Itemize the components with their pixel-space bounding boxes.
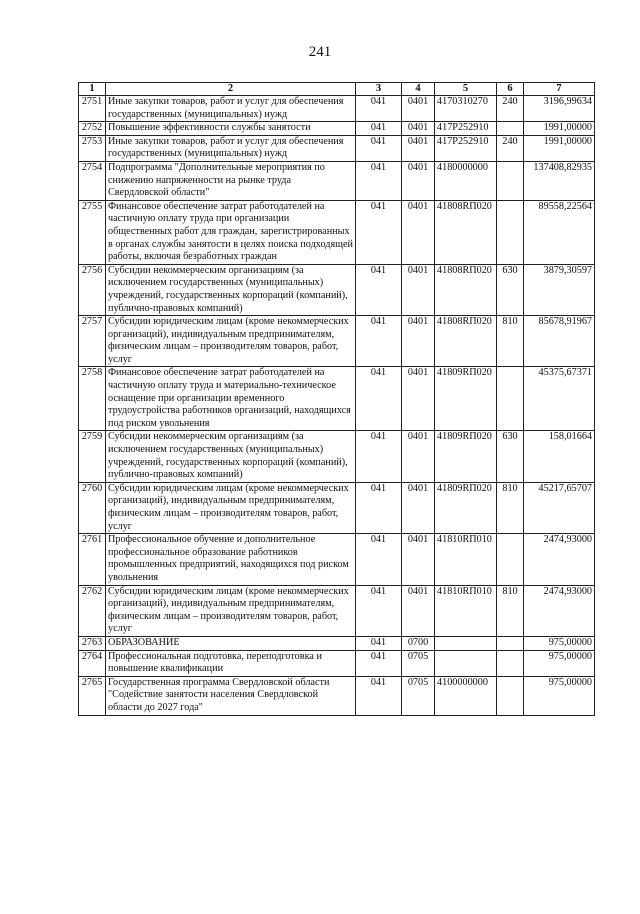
row-amount: 3196,99634	[524, 96, 595, 122]
row-amount: 1991,00000	[524, 122, 595, 136]
row-code-5: 41808RП020	[435, 264, 497, 315]
row-code-5: 41810RП010	[435, 534, 497, 585]
col-header-6: 6	[497, 83, 524, 96]
row-name: Финансовое обеспечение затрат работодателей на частичную оплату труда при организации общественных работ для граждан, зарегистрированных в органах службы занятости в целях поиска подходящей работы, включая безработных граждан	[106, 200, 356, 264]
row-code-6	[497, 636, 524, 650]
row-code-5: 41808RП020	[435, 200, 497, 264]
row-code-6	[497, 161, 524, 200]
row-code-4: 0401	[402, 367, 435, 431]
row-code-6	[497, 534, 524, 585]
row-number: 2759	[79, 431, 106, 482]
col-header-5: 5	[435, 83, 497, 96]
row-code-5: 4180000000	[435, 161, 497, 200]
table-row	[79, 161, 595, 200]
row-name: Субсидии некоммерческим организациям (за исключением государственных (муниципальных) учреждений, государственных корпораций (компаний), публично-правовых компаний)	[106, 264, 356, 315]
row-code-6: 240	[497, 135, 524, 161]
col-header-2: 2	[106, 83, 356, 96]
row-number: 2762	[79, 585, 106, 636]
row-number: 2753	[79, 135, 106, 161]
row-amount: 158,01664	[524, 431, 595, 482]
header-row	[79, 83, 595, 96]
table-row	[79, 264, 595, 315]
row-code-6: 240	[497, 96, 524, 122]
row-amount: 45375,67371	[524, 367, 595, 431]
row-code-5: 41808RП020	[435, 316, 497, 367]
row-amount: 975,00000	[524, 676, 595, 715]
row-code-3: 041	[356, 636, 402, 650]
table-row	[79, 200, 595, 264]
row-name: Субсидии некоммерческим организациям (за исключением государственных (муниципальных) учреждений, государственных корпораций (компаний), публично-правовых компаний)	[106, 431, 356, 482]
row-number: 2765	[79, 676, 106, 715]
page-number: 241	[308, 44, 332, 60]
row-name: Финансовое обеспечение затрат работодателей на частичную оплату труда и материально-техническое оснащение при организации временного трудоустройства работников организаций, находящихся под риском увольнения	[106, 367, 356, 431]
row-code-3: 041	[356, 264, 402, 315]
row-amount: 85678,91967	[524, 316, 595, 367]
row-amount: 1991,00000	[524, 135, 595, 161]
row-name: Субсидии юридическим лицам (кроме некоммерческих организаций), индивидуальным предпринимателям, физическим лицам – производителям товаров, работ, услуг	[106, 316, 356, 367]
row-name: Государственная программа Свердловской области "Содействие занятости населения Свердловской области до 2027 года"	[106, 676, 356, 715]
row-number: 2751	[79, 96, 106, 122]
row-code-4: 0401	[402, 585, 435, 636]
table-row	[79, 96, 595, 122]
row-name: Субсидии юридическим лицам (кроме некоммерческих организаций), индивидуальным предпринимателям, физическим лицам – производителям товаров, работ, услуг	[106, 482, 356, 533]
row-name: Профессиональная подготовка, переподготовка и повышение квалификации	[106, 650, 356, 676]
table-row	[79, 367, 595, 431]
table-row	[79, 636, 595, 650]
row-code-3: 041	[356, 650, 402, 676]
row-code-3: 041	[356, 316, 402, 367]
row-number: 2758	[79, 367, 106, 431]
row-code-3: 041	[356, 200, 402, 264]
col-header-1: 1	[79, 83, 106, 96]
row-number: 2760	[79, 482, 106, 533]
row-code-5	[435, 636, 497, 650]
row-code-4: 0401	[402, 200, 435, 264]
row-number: 2756	[79, 264, 106, 315]
row-code-3: 041	[356, 482, 402, 533]
row-name: ОБРАЗОВАНИЕ	[106, 636, 356, 650]
row-code-4: 0401	[402, 161, 435, 200]
table-row	[79, 676, 595, 715]
row-amount: 2474,93000	[524, 585, 595, 636]
col-header-4: 4	[402, 83, 435, 96]
row-name: Профессиональное обучение и дополнительное профессиональное образование работников промышленных предприятий, находящихся под риском увольнения	[106, 534, 356, 585]
row-code-6	[497, 122, 524, 136]
row-code-5	[435, 650, 497, 676]
row-number: 2757	[79, 316, 106, 367]
row-amount: 975,00000	[524, 650, 595, 676]
row-code-4: 0401	[402, 316, 435, 367]
row-code-5: 4170310270	[435, 96, 497, 122]
row-code-5: 417Р252910	[435, 135, 497, 161]
row-code-6: 630	[497, 431, 524, 482]
row-code-3: 041	[356, 161, 402, 200]
row-code-6: 810	[497, 316, 524, 367]
row-code-4: 0700	[402, 636, 435, 650]
table-row	[79, 534, 595, 585]
row-code-4: 0401	[402, 96, 435, 122]
row-code-3: 041	[356, 122, 402, 136]
row-code-4: 0705	[402, 650, 435, 676]
row-code-3: 041	[356, 431, 402, 482]
row-amount: 89558,22564	[524, 200, 595, 264]
row-code-6	[497, 650, 524, 676]
row-code-4: 0401	[402, 122, 435, 136]
row-code-4: 0705	[402, 676, 435, 715]
row-code-5: 4100000000	[435, 676, 497, 715]
row-code-4: 0401	[402, 135, 435, 161]
row-code-6: 810	[497, 585, 524, 636]
row-code-5: 417Р252910	[435, 122, 497, 136]
row-code-3: 041	[356, 96, 402, 122]
row-number: 2763	[79, 636, 106, 650]
row-code-6: 630	[497, 264, 524, 315]
row-code-4: 0401	[402, 431, 435, 482]
table-row	[79, 482, 595, 533]
row-code-3: 041	[356, 534, 402, 585]
table-row	[79, 135, 595, 161]
row-amount: 2474,93000	[524, 534, 595, 585]
row-code-3: 041	[356, 585, 402, 636]
row-number: 2752	[79, 122, 106, 136]
row-code-6	[497, 200, 524, 264]
row-amount: 45217,65707	[524, 482, 595, 533]
row-code-3: 041	[356, 135, 402, 161]
row-code-5: 41809RП020	[435, 431, 497, 482]
row-name: Субсидии юридическим лицам (кроме некоммерческих организаций), индивидуальным предпринимателям, физическим лицам – производителям товаров, работ, услуг	[106, 585, 356, 636]
row-code-6: 810	[497, 482, 524, 533]
row-code-3: 041	[356, 367, 402, 431]
row-code-4: 0401	[402, 264, 435, 315]
row-name: Подпрограмма "Дополнительные мероприятия по снижению напряженности на рынке труда Свердловской области"	[106, 161, 356, 200]
row-number: 2761	[79, 534, 106, 585]
row-number: 2755	[79, 200, 106, 264]
col-header-3: 3	[356, 83, 402, 96]
row-code-4: 0401	[402, 482, 435, 533]
row-name: Иные закупки товаров, работ и услуг для обеспечения государственных (муниципальных) нужд	[106, 96, 356, 122]
budget-table	[78, 82, 595, 716]
row-code-5: 41810RП010	[435, 585, 497, 636]
row-amount: 137408,82935	[524, 161, 595, 200]
row-code-6	[497, 676, 524, 715]
row-name: Иные закупки товаров, работ и услуг для обеспечения государственных (муниципальных) нужд	[106, 135, 356, 161]
row-code-3: 041	[356, 676, 402, 715]
row-name: Повышение эффективности службы занятости	[106, 122, 356, 136]
row-code-5: 41809RП020	[435, 482, 497, 533]
row-code-6	[497, 367, 524, 431]
row-amount: 975,00000	[524, 636, 595, 650]
table-row	[79, 585, 595, 636]
row-amount: 3879,30597	[524, 264, 595, 315]
table-row	[79, 431, 595, 482]
row-code-5: 41809RП020	[435, 367, 497, 431]
table-row	[79, 122, 595, 136]
row-code-4: 0401	[402, 534, 435, 585]
row-number: 2764	[79, 650, 106, 676]
row-number: 2754	[79, 161, 106, 200]
table-row	[79, 650, 595, 676]
table-row	[79, 316, 595, 367]
col-header-7: 7	[524, 83, 595, 96]
